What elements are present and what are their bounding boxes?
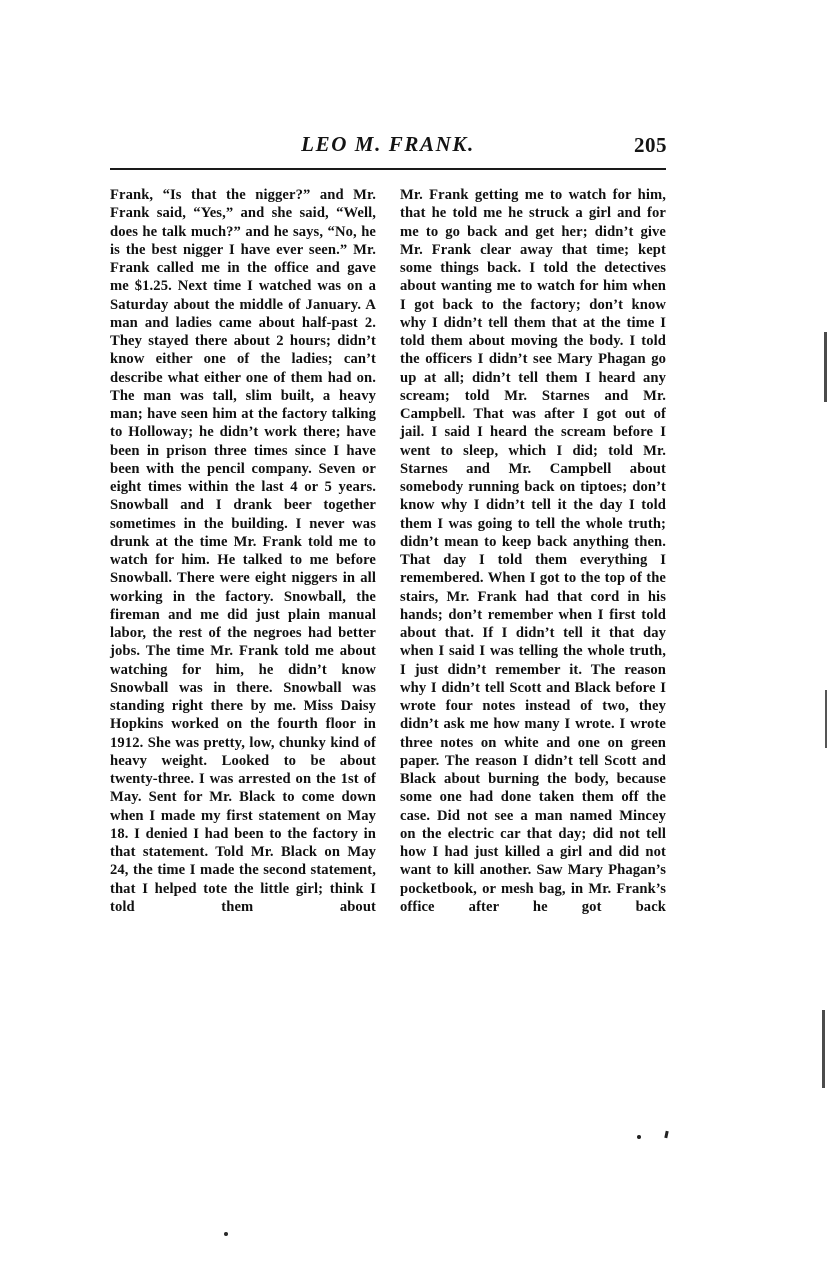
scan-speck: [637, 1135, 641, 1139]
scan-edge-mark: [824, 332, 827, 402]
page-header: [110, 132, 666, 162]
scan-speck: [664, 1131, 668, 1138]
column-left-text: Frank, “Is that the nigger?” and Mr. Frank said, “Yes,” and she said, “Well, does he talk much?” and he says, “No, he is the best nigger I have ever seen.” Mr. Frank called me in the office and gave me $1.25. Next time I watched was on a Saturday about the middle of January. A man and ladies came about half-past 2. They stayed there about 2 hours; didn’t know either one of the ladies; can’t describe what either one of them had on. The man was tall, slim built, a heavy man; have seen him at the factory talking to Holloway; he didn’t work there; have been in prison three times since I have been with the pencil company. Seven or eight times within the last 4 or 5 years. Snowball and I drank beer together sometimes in the building. I never was drunk at the time Mr. Frank told me to watch for him. He talked to me before Snowball. There were eight niggers in all working in the factory. Snowball, the fireman and me did just plain manual labor, the rest of the negroes had better jobs. The time Mr. Frank told me about watching for him, he didn’t know Snowball was in there. Snowball was standing right there by me. Miss Daisy Hopkins worked on the fourth floor in 1912. She was pretty, low, chunky kind of heavy weight. Looked to be about twenty-three. I was arrested on the 1st of May. Sent for Mr. Black to come down when I made my first statement on May 18. I denied I had been to the factory in that statement. Told Mr. Black on May 24, the time I made the second statement, that I helped tote the little girl; think I told them about: [110, 187, 376, 915]
column-right: [400, 186, 666, 916]
scan-edge-mark: [825, 690, 827, 748]
column-left: [110, 186, 376, 916]
scan-edge-mark: [822, 1010, 825, 1088]
body-columns: [110, 186, 666, 916]
column-right-text: Mr. Frank getting me to watch for him, that he told me he struck a girl and for me to go back and get her; didn’t give Mr. Frank clear away that time; kept some things back. I told the detectives about wanting me to watch for him when I got back to the factory; don’t know why I didn’t tell them that at the time I told them about moving the body. I told the officers I didn’t see Mary Phagan go up at all; didn’t tell them I heard any scream; told Mr. Starnes and Mr. Campbell. That was after I got out of jail. I said I heard the scream before I went to sleep, which I did; told Mr. Starnes and Mr. Campbell about somebody running back on tiptoes; don’t know why I didn’t tell it the day I told them I was going to tell the whole truth; didn’t mean to keep back anything then. That day I told them everything I remembered. When I got to the top of the stairs, Mr. Frank had that cord in his hands; don’t remember when I first told about that. If I didn’t tell it that day when I said I was telling the whole truth, I just didn’t remember it. The reason why I didn’t tell Scott and Black before I wrote four notes instead of two, they didn’t ask me how many I wrote. I wrote three notes on white and one on green paper. The reason I didn’t tell Scott and Black about burning the body, because some one had done taken them off the case. Did not see a man named Mincey on the electric car that day; did not tell how I had just killed a girl and did not want to kill another. Saw Mary Phagan’s pocketbook, or mesh bag, in Mr. Frank’s office after he got back: [400, 187, 666, 915]
header-rule: [110, 168, 666, 170]
scan-speck: [224, 1232, 228, 1236]
page-number: 205: [634, 133, 667, 157]
running-title: LEO M. FRANK.: [301, 132, 475, 156]
